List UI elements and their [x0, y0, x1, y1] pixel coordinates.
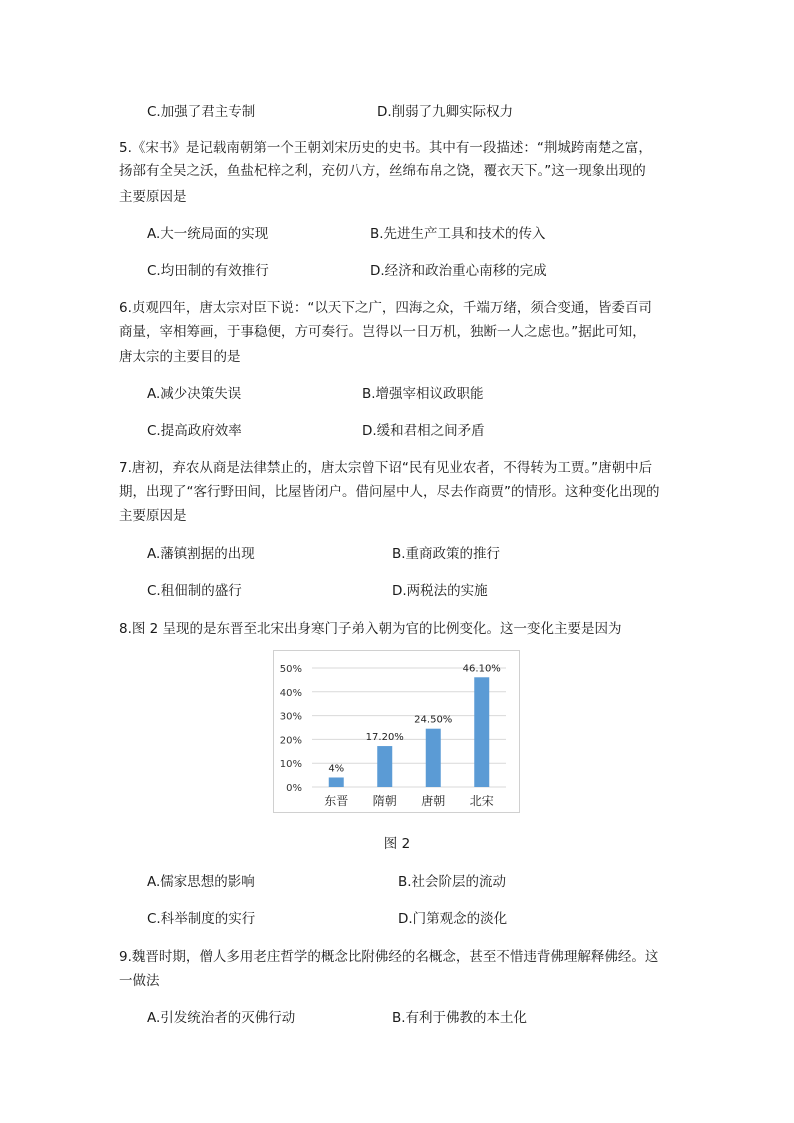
bar [329, 777, 344, 787]
q9-stem-line-2: 一做法 [119, 973, 160, 989]
bar-chart-svg [274, 651, 519, 812]
q8-stem-line-1: 8.图 2 呈现的是东晋至北宋出身寒门子弟入朝为官的比例变化。这一变化主要是因为 [119, 621, 622, 637]
q5-stem-line-1: 5.《宋书》是记载南朝第一个王朝刘宋历史的史书。其中有一段描述：“荆城跨南楚之富， [119, 140, 652, 156]
data-label: 4% [328, 763, 345, 775]
q7-option-c: C.租佃制的盛行 [147, 583, 242, 599]
q9-option-a: A.引发统治者的灭佛行动 [147, 1010, 296, 1026]
data-label: 17.20% [365, 732, 404, 744]
q5-option-c: C.均田制的有效推行 [147, 263, 269, 279]
q6-option-c: C.提高政府效率 [147, 423, 242, 439]
data-label: 46.10% [462, 663, 501, 675]
q9-stem-line-1: 9.魏晋时期，僧人多用老庄哲学的概念比附佛经的名概念，甚至不惜违背佛理解释佛经。这 [119, 949, 659, 965]
q7-stem-line-3: 主要原因是 [119, 508, 187, 524]
q8-option-d: D.门第观念的淡化 [398, 911, 508, 927]
q5-option-a: A.大一统局面的实现 [147, 226, 269, 242]
bar [377, 746, 392, 787]
q4-option-d: D.削弱了九卿实际权力 [377, 104, 514, 120]
q6-stem-line-2: 商量，宰相筹画，于事稳便，方可奏行。岂得以一日万机，独断一人之虑也。”据此可知， [119, 324, 646, 340]
q8-option-b: B.社会阶层的流动 [398, 874, 507, 890]
q6-stem-line-1: 6.贞观四年，唐太宗对臣下说：“以天下之广，四海之众，千端万绪，须合变通，皆委百司 [119, 300, 652, 316]
q6-option-d: D.缓和君相之间矛盾 [362, 423, 485, 439]
x-tick-label: 东晋 [324, 794, 349, 808]
q4-option-c: C.加强了君主专制 [147, 104, 256, 120]
y-tick-label: 10% [279, 759, 302, 771]
x-tick-label: 隋朝 [372, 794, 397, 808]
q6-stem-line-3: 唐太宗的主要目的是 [119, 349, 241, 365]
q7-stem-line-2: 期，出现了“客行野田间，比屋皆闭户。借问屋中人，尽去作商贾”的情形。这种变化出现的 [119, 484, 660, 500]
x-tick-label: 唐朝 [421, 794, 446, 808]
figure-caption: 图 2 [383, 836, 411, 852]
q9-option-b: B.有利于佛教的本土化 [392, 1010, 528, 1026]
y-tick-label: 40% [279, 687, 302, 699]
q7-stem-line-1: 7.唐初，弃农从商是法律禁止的，唐太宗曾下诏“民有见业农者，不得转为工贾。”唐朝中后 [119, 460, 653, 476]
bar [426, 729, 441, 787]
q6-option-b: B.增强宰相议政职能 [362, 386, 484, 402]
q5-option-b: B.先进生产工具和技术的传入 [370, 226, 546, 242]
q5-stem-line-2: 扬部有全吴之沃，鱼盐杞梓之利，充仞八方，丝绵布帛之饶，覆衣天下。”这一现象出现的 [119, 163, 646, 179]
q8-option-c: C.科举制度的实行 [147, 911, 256, 927]
y-tick-label: 50% [279, 664, 302, 675]
bar-chart [273, 650, 520, 813]
q7-option-b: B.重商政策的推行 [392, 546, 501, 562]
y-tick-label: 30% [279, 711, 302, 723]
y-tick-label: 20% [279, 735, 302, 747]
q5-stem-line-3: 主要原因是 [119, 189, 187, 205]
x-tick-label: 北宋 [469, 794, 494, 808]
data-label: 24.50% [414, 714, 453, 726]
y-tick-label: 0% [286, 783, 302, 794]
q8-option-a: A.儒家思想的影响 [147, 874, 255, 890]
q7-option-d: D.两税法的实施 [392, 583, 488, 599]
bar [474, 677, 489, 787]
q5-option-d: D.经济和政治重心南移的完成 [370, 263, 547, 279]
q7-option-a: A.藩镇割据的出现 [147, 546, 255, 562]
q6-option-a: A.减少决策失误 [147, 386, 242, 402]
